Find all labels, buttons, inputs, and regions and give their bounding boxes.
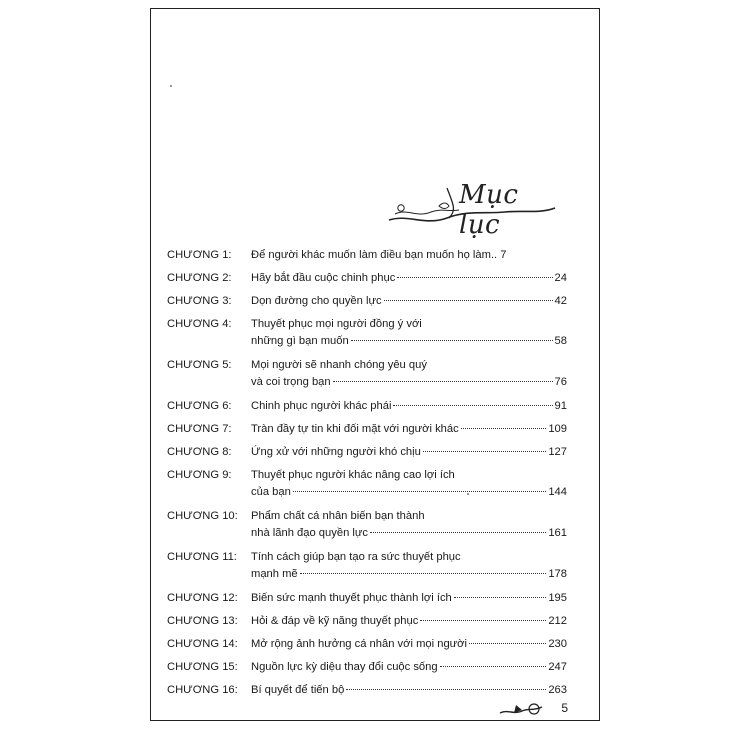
dot-leader (461, 428, 547, 429)
chapter-label: CHƯƠNG 15: (167, 661, 238, 673)
dot-leader (393, 405, 552, 406)
page-ref: 178 (548, 568, 567, 580)
toc-entry (167, 357, 567, 392)
page-ref: 109 (548, 423, 567, 435)
dot-leader (346, 689, 546, 690)
chapter-title: Biến sức mạnh thuyết phục thành lợi ích (251, 592, 452, 604)
chapter-title: Mọi người sẽ nhanh chóng yêu quý (251, 359, 427, 371)
toc-entry (167, 636, 567, 653)
chapter-title: và coi trọng bạn (251, 376, 331, 388)
chapter-label: CHƯƠNG 6: (167, 400, 232, 412)
toc-entry (167, 467, 567, 502)
dot-leader (469, 643, 546, 644)
dot-leader (370, 532, 546, 533)
chapter-title: Dọn đường cho quyền lực (251, 295, 382, 307)
chapter-label: CHƯƠNG 3: (167, 295, 232, 307)
chapter-label: CHƯƠNG 14: (167, 638, 238, 650)
toc-entry (167, 444, 567, 461)
toc-entry (167, 247, 567, 264)
chapter-title: của bạn (251, 486, 291, 498)
chapter-label: CHƯƠNG 10: (167, 510, 238, 522)
chapter-label: CHƯƠNG 5: (167, 359, 232, 371)
chapter-label: CHƯƠNG 11: (167, 551, 237, 563)
chapter-title: Tràn đầy tự tin khi đối mặt với người khác (251, 423, 459, 435)
chapter-title: Nguồn lực kỳ diệu thay đổi cuộc sống (251, 661, 438, 673)
dot-leader (440, 666, 547, 667)
chapter-title: Hãy bắt đầu cuộc chinh phục (251, 272, 396, 284)
toc-entry (167, 549, 567, 584)
chapter-label: CHƯƠNG 9: (167, 469, 232, 481)
toc-entry (167, 421, 567, 438)
chapter-label: CHƯƠNG 13: (167, 615, 238, 627)
book-page (150, 8, 600, 721)
toc-entry (167, 613, 567, 630)
page-ref: 144 (548, 486, 567, 498)
footer-ornament-icon (498, 699, 544, 719)
page-ref: 24 (554, 272, 567, 284)
dot-leader (300, 573, 547, 574)
page-ref: 76 (554, 376, 567, 388)
chapter-title: Hỏi & đáp về kỹ năng thuyết phục (251, 615, 419, 627)
dot-leader (293, 491, 547, 492)
chapter-title: Để người khác muốn làm điều bạn muốn họ làm.. 7 (251, 249, 507, 261)
dot-leader (454, 597, 547, 598)
chapter-label: CHƯƠNG 16: (167, 684, 238, 696)
dot-leader (333, 381, 553, 382)
dot-leader (423, 451, 546, 452)
chapter-label: CHƯƠNG 12: (167, 592, 238, 604)
chapter-title: Thuyết phục mọi người đồng ý với (251, 318, 422, 330)
chapter-title: nhà lãnh đạo quyền lực (251, 527, 368, 539)
chapter-title: Bí quyết để tiến bộ (251, 684, 345, 696)
chapter-label: CHƯƠNG 4: (167, 318, 232, 330)
toc-entry (167, 682, 567, 699)
page-ref: 161 (548, 527, 567, 539)
page-ref: 195 (548, 592, 567, 604)
page-ref: 230 (548, 638, 567, 650)
chapter-title: Phẩm chất cá nhân biến bạn thành (251, 510, 425, 522)
chapter-label: CHƯƠNG 8: (167, 446, 232, 458)
page-footer (498, 699, 568, 719)
toc-entry (167, 293, 567, 310)
chapter-title: Ứng xử với những người khó chịu (251, 446, 421, 458)
page-ref: 247 (548, 661, 567, 673)
toc-entry (167, 270, 567, 287)
page-ref: 263 (548, 684, 567, 696)
chapter-title: Chinh phục người khác phái (251, 400, 392, 412)
page-title: Mục lục (459, 180, 519, 240)
chapter-label: CHƯƠNG 2: (167, 272, 232, 284)
toc-entry (167, 590, 567, 607)
title-ornament (387, 174, 567, 240)
toc-entry (167, 508, 567, 543)
chapter-title: Mở rộng ảnh hưởng cá nhân với mọi người (251, 638, 467, 650)
page-ref: 91 (554, 400, 567, 412)
page-ref: 212 (548, 615, 567, 627)
toc-entry (167, 316, 567, 351)
dot-leader (397, 277, 552, 278)
toc-entry (167, 398, 567, 415)
page-number: 5 (561, 701, 568, 715)
dot-leader (384, 300, 553, 301)
chapter-title: Tính cách giúp bạn tạo ra sức thuyết phục (251, 551, 461, 563)
dot-leader (420, 620, 546, 621)
page-ref: 58 (554, 335, 567, 347)
chapter-title: mạnh mẽ (251, 568, 298, 580)
chapter-label: CHƯƠNG 7: (167, 423, 232, 435)
table-of-contents (167, 247, 567, 699)
page-ref: 42 (554, 295, 567, 307)
toc-entry (167, 659, 567, 676)
chapter-title: Thuyết phục người khác nâng cao lợi ích (251, 469, 455, 481)
chapter-label: CHƯƠNG 1: (167, 249, 232, 261)
chapter-title: những gì bạn muốn (251, 335, 349, 347)
paper-speck (170, 85, 172, 87)
dot-leader (351, 340, 553, 341)
page-ref: 127 (548, 446, 567, 458)
